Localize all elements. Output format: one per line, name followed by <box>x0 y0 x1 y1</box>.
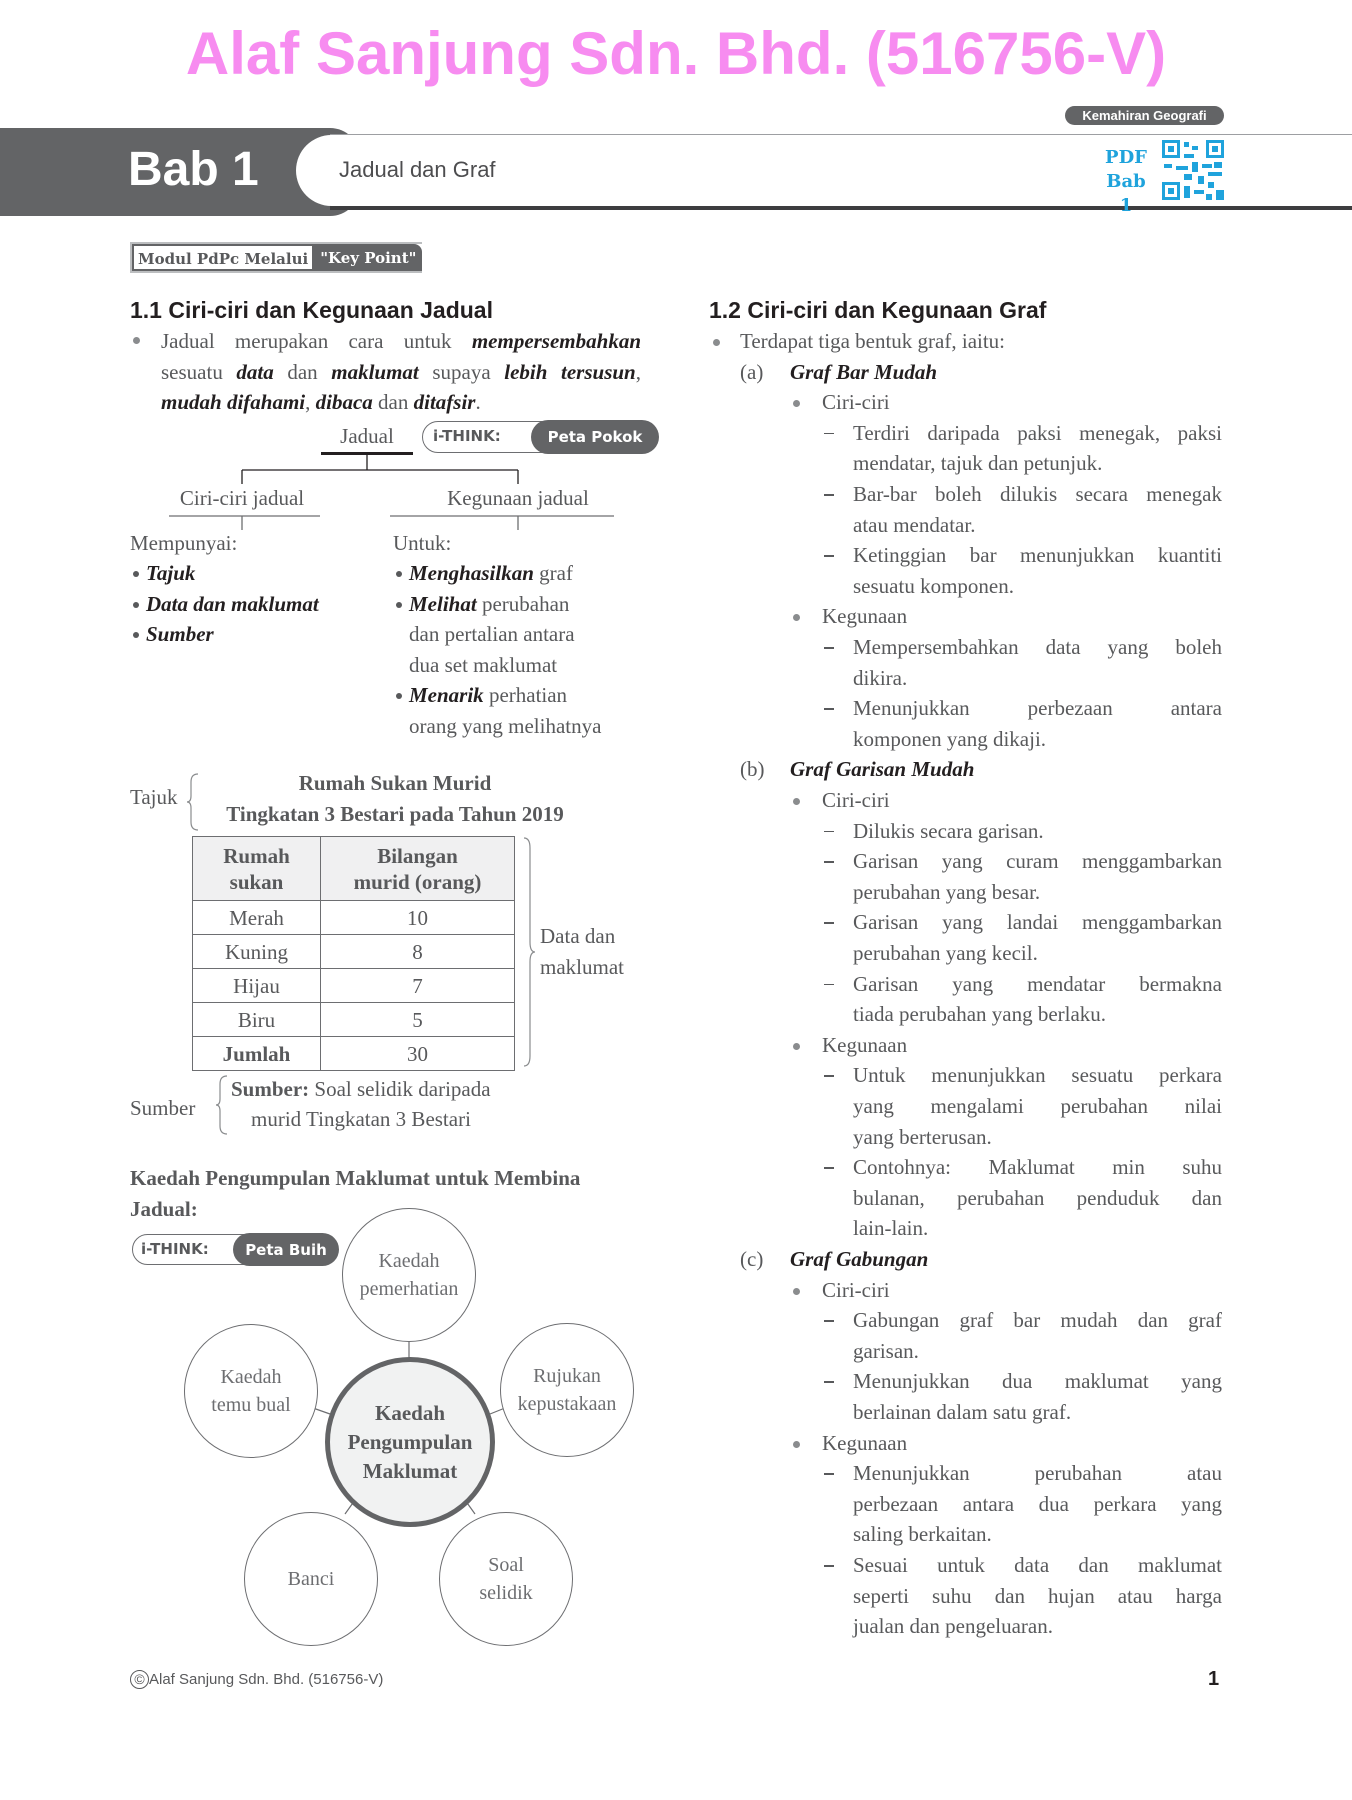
point-line: Menunjukkan dua maklumat yang <box>853 1369 1222 1394</box>
intro-text: lebih tersusun <box>504 359 636 384</box>
module-badge-right: "Key Point" <box>314 244 422 271</box>
point-line: tiada perubahan yang berlaku. <box>853 1002 1107 1027</box>
data-label: Data dan maklumat <box>540 924 624 979</box>
tajuk-label: Tajuk <box>130 785 178 809</box>
ithink-map-name: Peta Pokok <box>531 420 659 454</box>
dash-marker <box>824 1381 834 1383</box>
point-line: Terdiri daripada paksi menegak, paksi <box>853 420 1222 445</box>
table-row: Hijau 7 <box>193 969 515 1003</box>
point-line: Mempersembahkan data yang boleh <box>853 635 1222 659</box>
point-line: perbezaan antara dua perkara yang <box>853 1491 1222 1516</box>
ithink-map-name: Peta Buih <box>233 1233 339 1266</box>
dash-marker <box>824 984 834 986</box>
point-line: dikira. <box>853 665 908 690</box>
intro-text: maklumat <box>331 359 419 384</box>
tree-branch-kegunaan: Kegunaan jadual <box>447 486 589 510</box>
dash-marker <box>824 1167 834 1169</box>
ithink-label: i-THINK: <box>433 427 501 445</box>
feature-item: Tajuk <box>146 561 196 585</box>
point-line: bulanan, perubahan penduduk dan <box>853 1185 1222 1210</box>
dash-marker <box>824 1320 834 1322</box>
intro-text: sesuatu <box>161 359 237 384</box>
intro-text: dan <box>372 390 414 415</box>
section-heading-1-1: 1.1 Ciri-ciri dan Kegunaan Jadual <box>130 297 493 323</box>
pdf-chapter-label: Bab 1 <box>1106 171 1146 216</box>
watermark: Alaf Sanjung Sdn. Bhd. (516756-V) <box>185 20 1167 87</box>
page-number: 1 <box>1208 1668 1220 1690</box>
group-heading: Kegunaan <box>822 1032 908 1057</box>
table-row: Kuning 8 <box>193 935 515 969</box>
point-line: jualan dan pengeluaran. <box>853 1614 1053 1639</box>
section-label: (a) <box>740 359 764 384</box>
point-line: perubahan yang besar. <box>853 879 1041 904</box>
point-line: saling berkaitan. <box>853 1522 992 1547</box>
dash-marker <box>824 494 834 496</box>
bubble-kaedah-pemerhatian: Kaedah pemerhatian <box>342 1208 476 1342</box>
point-line: Garisan yang mendatar bermakna <box>853 971 1222 996</box>
kemahiran-badge: Kemahiran Geografi <box>1065 106 1224 125</box>
qr-code-icon[interactable] <box>1162 140 1224 200</box>
intro-text: mudah difahami <box>161 390 306 415</box>
section-label: (c) <box>740 1247 764 1271</box>
point-line: atau mendatar. <box>853 512 976 537</box>
point-line: komponen yang dikaji. <box>853 726 1047 751</box>
tree-left-lead: Mempunyai: <box>130 531 238 555</box>
group-heading: Ciri-ciri <box>822 788 890 812</box>
feature-item: Sumber <box>146 622 214 647</box>
tree-right-lead: Untuk: <box>393 531 452 555</box>
feature-item: Data dan maklumat <box>146 591 319 616</box>
table-row: Biru 5 <box>193 1003 515 1037</box>
graph-intro: Terdapat tiga bentuk graf, iaitu: <box>740 329 1006 353</box>
intro-text: dan <box>273 359 332 384</box>
table-header-cell: Rumah sukan <box>193 837 321 901</box>
point-line: Dilukis secara garisan. <box>853 818 1044 843</box>
table-title-line1: Rumah Sukan Murid <box>298 771 492 795</box>
intro-text: supaya <box>418 359 505 384</box>
module-badge-left: Modul PdPc Melalui <box>132 244 314 271</box>
bubble-center: Kaedah Pengumpulan Maklumat <box>325 1357 495 1527</box>
group-heading: Ciri-ciri <box>822 390 890 415</box>
dash-marker <box>824 831 834 833</box>
graph-type-title: Graf Gabungan <box>790 1247 929 1271</box>
dash-marker <box>824 433 834 435</box>
usage-keyword: Melihat <box>409 591 477 616</box>
pdf-link[interactable] <box>1098 146 1154 218</box>
intro-text: data <box>236 359 274 384</box>
section-heading-1-2: 1.2 Ciri-ciri dan Kegunaan Graf <box>709 297 1047 323</box>
bullet-dot <box>793 1441 800 1448</box>
usage-text: perhatian <box>488 683 568 708</box>
group-heading: Ciri-ciri <box>822 1277 890 1302</box>
point-line: Garisan yang curam menggambarkan <box>853 849 1222 874</box>
methods-heading: Kaedah Pengumpulan Maklumat untuk Membina Jadual: <box>130 1166 581 1221</box>
point-line: Menunjukkan perubahan atau <box>853 1461 1222 1486</box>
sumber-line1: Sumber: Soal selidik daripada <box>231 1077 491 1101</box>
usage-text: orang yang melihatnya <box>409 714 602 738</box>
intro-text: dibaca <box>315 390 373 415</box>
point-line: Bar-bar boleh dilukis secara menegak <box>853 482 1222 506</box>
sumber-line2: murid Tingkatan 3 Bestari <box>251 1107 471 1131</box>
table-header-cell: Bilangan murid (orang) <box>321 837 515 901</box>
bubble-banci: Banci <box>244 1512 378 1646</box>
intro-text: , <box>635 359 641 384</box>
point-line: Sesuai untuk data dan maklumat <box>853 1553 1222 1577</box>
bubble-rujukan-kepustakaan: Rujukan kepustakaan <box>500 1323 634 1457</box>
intro-text: , <box>305 390 316 415</box>
tree-branch-ciri-ciri: Ciri-ciri jadual <box>179 486 305 510</box>
bubble-kaedah-temu-bual: Kaedah temu bual <box>184 1324 318 1458</box>
bullet-dot <box>793 1043 800 1050</box>
bullet-dot <box>713 339 720 346</box>
point-line: Untuk menunjukkan sesuatu perkara <box>853 1063 1222 1088</box>
usage-text: graf <box>539 561 573 585</box>
usage-text: perubahan <box>481 591 570 616</box>
dash-marker <box>824 708 834 710</box>
dash-marker <box>824 861 834 863</box>
tree-root-label: Jadual <box>340 424 394 448</box>
point-line: Gabungan graf bar mudah dan graf <box>853 1308 1222 1333</box>
dash-marker <box>824 647 834 649</box>
chapter-number: Bab 1 <box>128 143 259 196</box>
chapter-title: Jadual dan Graf <box>339 157 496 182</box>
point-line: Garisan yang landai menggambarkan <box>853 910 1222 935</box>
point-line: Ketinggian bar menunjukkan kuantiti <box>853 543 1222 568</box>
sumber-label: Sumber <box>130 1096 196 1120</box>
point-line: berlainan dalam satu graf. <box>853 1400 1072 1424</box>
point-line: yang berterusan. <box>853 1124 992 1149</box>
point-line: yang mengalami perubahan nilai <box>853 1094 1222 1118</box>
intro-text: mempersembahkan <box>471 329 641 353</box>
dash-marker <box>824 922 834 924</box>
intro-text: . <box>475 390 481 415</box>
graph-type-title: Graf Bar Mudah <box>790 359 938 384</box>
dash-marker <box>824 1075 834 1077</box>
bullet-dot <box>793 614 800 621</box>
footer-copyright: © Alaf Sanjung Sdn. Bhd. (516756-V) <box>130 1670 383 1689</box>
group-heading: Kegunaan <box>822 604 908 629</box>
group-heading: Kegunaan <box>822 1430 908 1455</box>
usage-text: dan pertalian antara <box>409 622 575 647</box>
table-total-row: Jumlah 30 <box>193 1037 515 1071</box>
point-line: Menunjukkan perbezaan antara <box>853 696 1222 721</box>
point-line: mendatar, tajuk dan petunjuk. <box>853 451 1103 476</box>
intro-text: ditafsir <box>413 390 476 415</box>
ithink-label: i-THINK: <box>141 1240 209 1258</box>
point-line: perubahan yang kecil. <box>853 941 1038 965</box>
dash-marker <box>824 555 834 557</box>
point-line: garisan. <box>853 1338 919 1363</box>
usage-keyword: Menarik <box>409 683 484 708</box>
pdf-label: PDF <box>1105 147 1147 168</box>
intro-text: Jadual merupakan cara untuk <box>161 329 472 353</box>
section-label: (b) <box>740 757 765 782</box>
bullet-dot <box>793 798 800 805</box>
table-row: Merah 10 <box>193 901 515 935</box>
usage-text: dua set maklumat <box>409 652 558 677</box>
bullet-dot <box>793 400 800 407</box>
usage-keyword: Menghasilkan <box>409 561 534 585</box>
dash-marker <box>824 1473 834 1475</box>
dash-marker <box>824 1565 834 1567</box>
bubble-soal-selidik: Soal selidik <box>439 1512 573 1646</box>
point-line: seperti suhu dan hujan atau harga <box>853 1583 1222 1608</box>
point-line: Contohnya: Maklumat min suhu <box>853 1155 1222 1180</box>
graph-type-title: Graf Garisan Mudah <box>790 757 975 782</box>
bullet-dot <box>793 1288 800 1295</box>
copyright-icon: © <box>130 1670 149 1689</box>
point-line: lain-lain. <box>853 1216 929 1241</box>
table-title-line2: Tingkatan 3 Bestari pada Tahun 2019 <box>226 801 564 826</box>
point-line: sesuatu komponen. <box>853 573 1014 598</box>
